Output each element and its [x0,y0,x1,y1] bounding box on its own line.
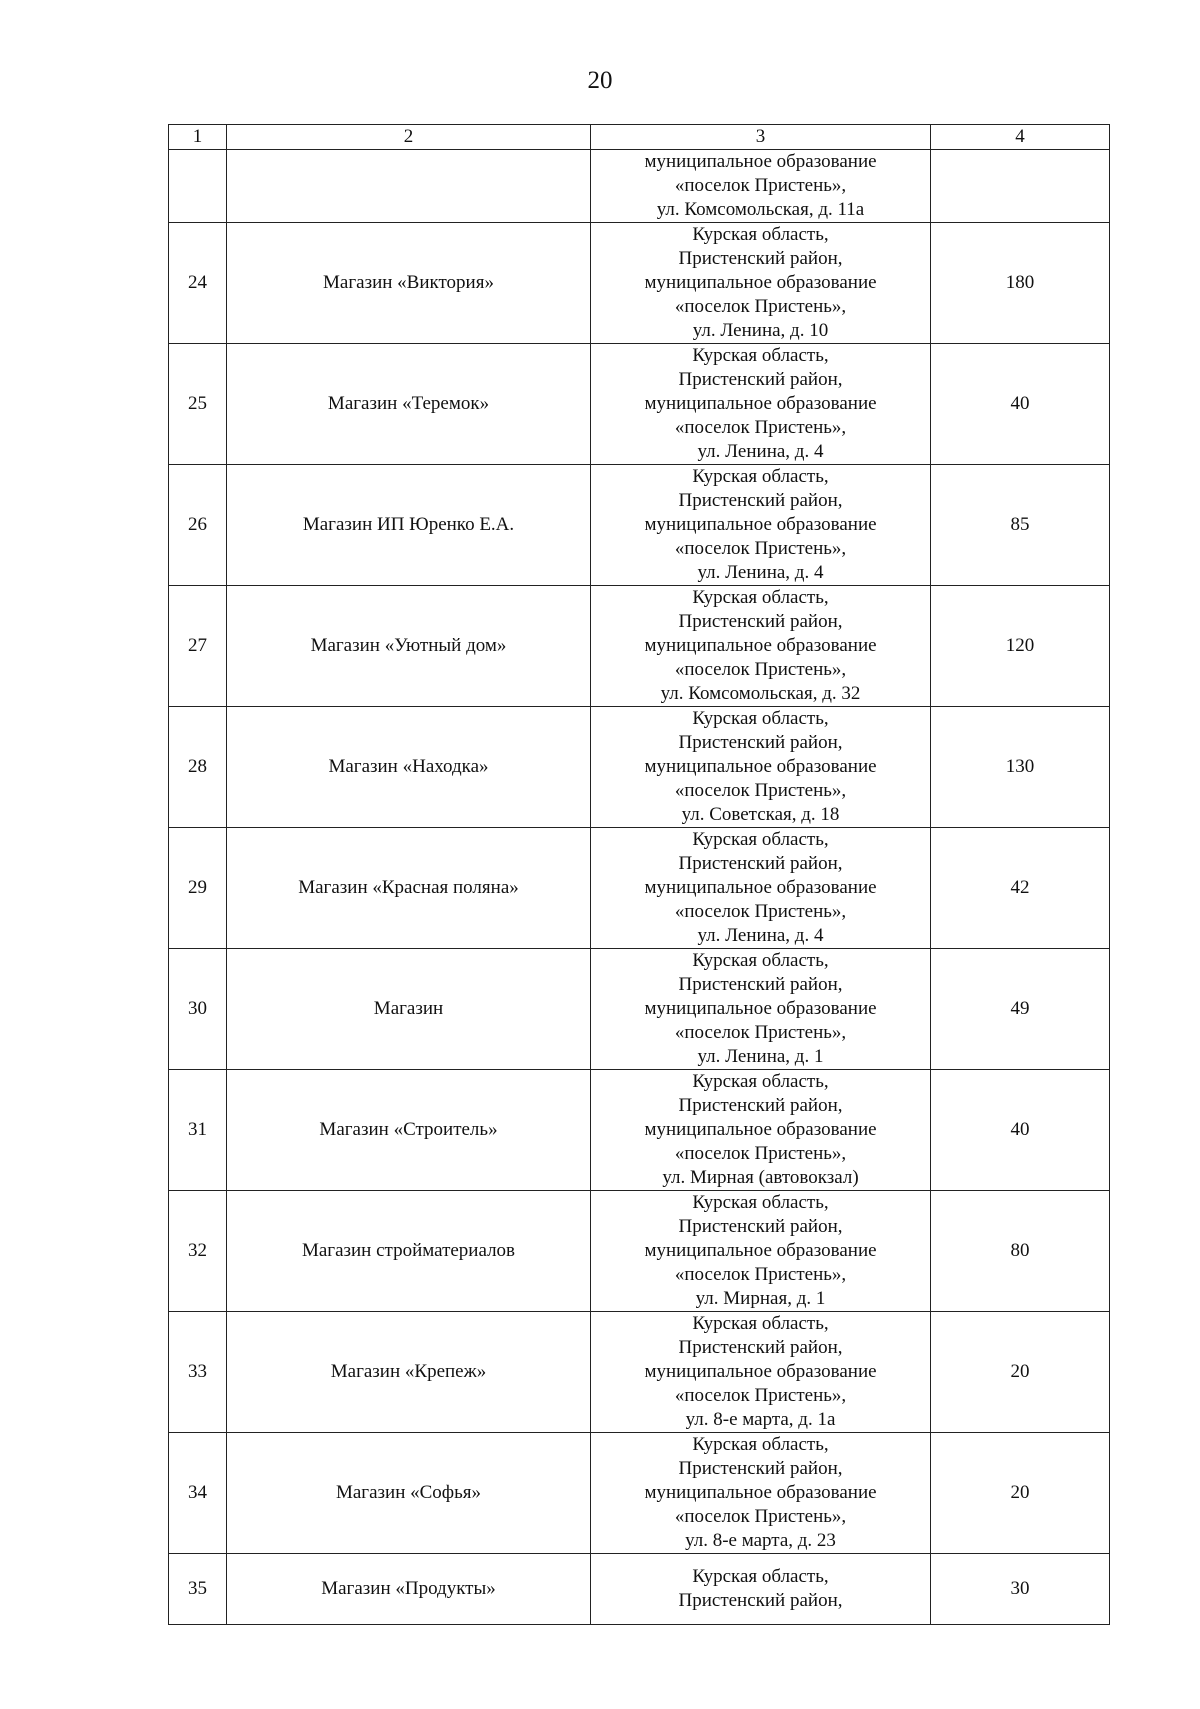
table-row [169,223,1110,344]
address-line: ул. Мирная (автовокзал) [662,1167,859,1188]
address-line: муниципальное образование [644,272,877,293]
address-line: Пристенский район, [678,611,843,632]
table-body [169,125,1110,1625]
row-number-cell [169,150,227,223]
store-name-cell: Магазин [227,949,591,1070]
value-cell: 40 [931,344,1110,465]
address-line: Пристенский район, [678,853,843,874]
column-header: 2 [227,125,591,150]
address-cell [591,1191,931,1312]
address-line: Курская область, [692,1313,829,1334]
store-name-cell: Магазин «Виктория» [227,223,591,344]
address-line: «поселок Пристень», [674,175,847,196]
address-line: Пристенский район, [678,1590,843,1611]
table-row [169,707,1110,828]
address-line: «поселок Пристень», [674,1264,847,1285]
store-name-cell: Магазин «Строитель» [227,1070,591,1191]
address-line: муниципальное образование [644,1119,877,1140]
address-line: Курская область, [692,1566,829,1587]
address-cell [591,223,931,344]
row-number-cell: 34 [169,1433,227,1554]
address-line: «поселок Пристень», [674,1022,847,1043]
address-line: Курская область, [692,466,829,487]
address-line: ул. Ленина, д. 4 [697,925,824,946]
address-line: муниципальное образование [644,877,877,898]
store-name-cell: Магазин «Теремок» [227,344,591,465]
address-cell [591,707,931,828]
table-row [169,1070,1110,1191]
store-name-cell: Магазин «Софья» [227,1433,591,1554]
address-line: ул. 8-е марта, д. 1а [685,1409,836,1430]
value-cell: 49 [931,949,1110,1070]
row-number-cell: 35 [169,1554,227,1625]
address-line: муниципальное образование [644,514,877,535]
address-line: муниципальное образование [644,635,877,656]
address-cell [591,1070,931,1191]
address-line: ул. Комсомольская, д. 11а [656,199,865,220]
address-line: ул. Ленина, д. 4 [697,441,824,462]
address-line: «поселок Пристень», [674,296,847,317]
row-number-cell: 28 [169,707,227,828]
store-name-cell: Магазин «Крепеж» [227,1312,591,1433]
address-line: Курская область, [692,224,829,245]
address-line: ул. Комсомольская, д. 32 [660,683,861,704]
store-name-cell: Магазин «Уютный дом» [227,586,591,707]
address-cell [591,949,931,1070]
store-name-cell: Магазин «Находка» [227,707,591,828]
value-cell: 20 [931,1433,1110,1554]
page-number: 20 [587,67,613,94]
address-line: «поселок Пристень», [674,1385,847,1406]
address-line: Пристенский район, [678,1458,843,1479]
store-name-cell: Магазин стройматериалов [227,1191,591,1312]
address-line: муниципальное образование [644,151,877,172]
address-cell [591,1433,931,1554]
address-line: муниципальное образование [644,998,877,1019]
table-row [169,465,1110,586]
value-cell: 20 [931,1312,1110,1433]
column-header: 4 [931,125,1110,150]
address-line: «поселок Пристень», [674,901,847,922]
address-line: Курская область, [692,587,829,608]
value-cell [931,150,1110,223]
table-row [169,1191,1110,1312]
table-row [169,586,1110,707]
value-cell: 120 [931,586,1110,707]
address-line: «поселок Пристень», [674,780,847,801]
row-number-cell: 26 [169,465,227,586]
address-cell [591,344,931,465]
address-line: «поселок Пристень», [674,659,847,680]
address-line: муниципальное образование [644,1482,877,1503]
address-line: Курская область, [692,1434,829,1455]
address-line: «поселок Пристень», [674,1143,847,1164]
row-number-cell: 25 [169,344,227,465]
address-line: Пристенский район, [678,974,843,995]
address-line: ул. Мирная, д. 1 [695,1288,826,1309]
value-cell: 40 [931,1070,1110,1191]
address-line: Курская область, [692,345,829,366]
store-name-cell: Магазин ИП Юренко Е.А. [227,465,591,586]
value-cell: 180 [931,223,1110,344]
address-line: Курская область, [692,829,829,850]
table-row [169,828,1110,949]
row-number-cell: 31 [169,1070,227,1191]
address-line: Курская область, [692,1071,829,1092]
value-cell: 80 [931,1191,1110,1312]
table-row [169,1433,1110,1554]
table-row [169,344,1110,465]
address-line: «поселок Пристень», [674,538,847,559]
row-number-cell: 30 [169,949,227,1070]
address-line: Пристенский район, [678,490,843,511]
address-line: Пристенский район, [678,369,843,390]
column-header-row [169,125,1110,150]
address-cell [591,465,931,586]
address-line: «поселок Пристень», [674,417,847,438]
row-number-cell: 24 [169,223,227,344]
value-cell: 42 [931,828,1110,949]
address-line: муниципальное образование [644,1361,877,1382]
address-cell [591,586,931,707]
table-row [169,1312,1110,1433]
address-cell [591,828,931,949]
store-name-cell: Магазин «Продукты» [227,1554,591,1625]
address-line: ул. Ленина, д. 1 [697,1046,824,1067]
address-line: муниципальное образование [644,1240,877,1261]
address-line: муниципальное образование [644,756,877,777]
address-line: муниципальное образование [644,393,877,414]
table-row [169,1554,1110,1625]
continuation-row [169,150,1110,223]
row-number-cell: 27 [169,586,227,707]
address-line: Пристенский район, [678,1337,843,1358]
table-row [169,949,1110,1070]
address-line: Курская область, [692,1192,829,1213]
address-line: Пристенский район, [678,732,843,753]
address-line: «поселок Пристень», [674,1506,847,1527]
address-line: Пристенский район, [678,1095,843,1116]
address-line: ул. Ленина, д. 10 [692,320,829,341]
store-name-cell [227,150,591,223]
column-header: 3 [591,125,931,150]
address-line: Курская область, [692,708,829,729]
address-line: ул. Советская, д. 18 [681,804,840,825]
value-cell: 85 [931,465,1110,586]
store-name-cell: Магазин «Красная поляна» [227,828,591,949]
row-number-cell: 33 [169,1312,227,1433]
address-cell [591,1312,931,1433]
stores-table [168,124,1110,1625]
value-cell: 30 [931,1554,1110,1625]
row-number-cell: 29 [169,828,227,949]
address-line: Пристенский район, [678,1216,843,1237]
column-header: 1 [169,125,227,150]
row-number-cell: 32 [169,1191,227,1312]
address-line: ул. Ленина, д. 4 [697,562,824,583]
address-line: Курская область, [692,950,829,971]
address-cell [591,150,931,223]
value-cell: 130 [931,707,1110,828]
address-line: ул. 8-е марта, д. 23 [685,1530,836,1551]
address-cell [591,1554,931,1625]
address-line: Пристенский район, [678,248,843,269]
